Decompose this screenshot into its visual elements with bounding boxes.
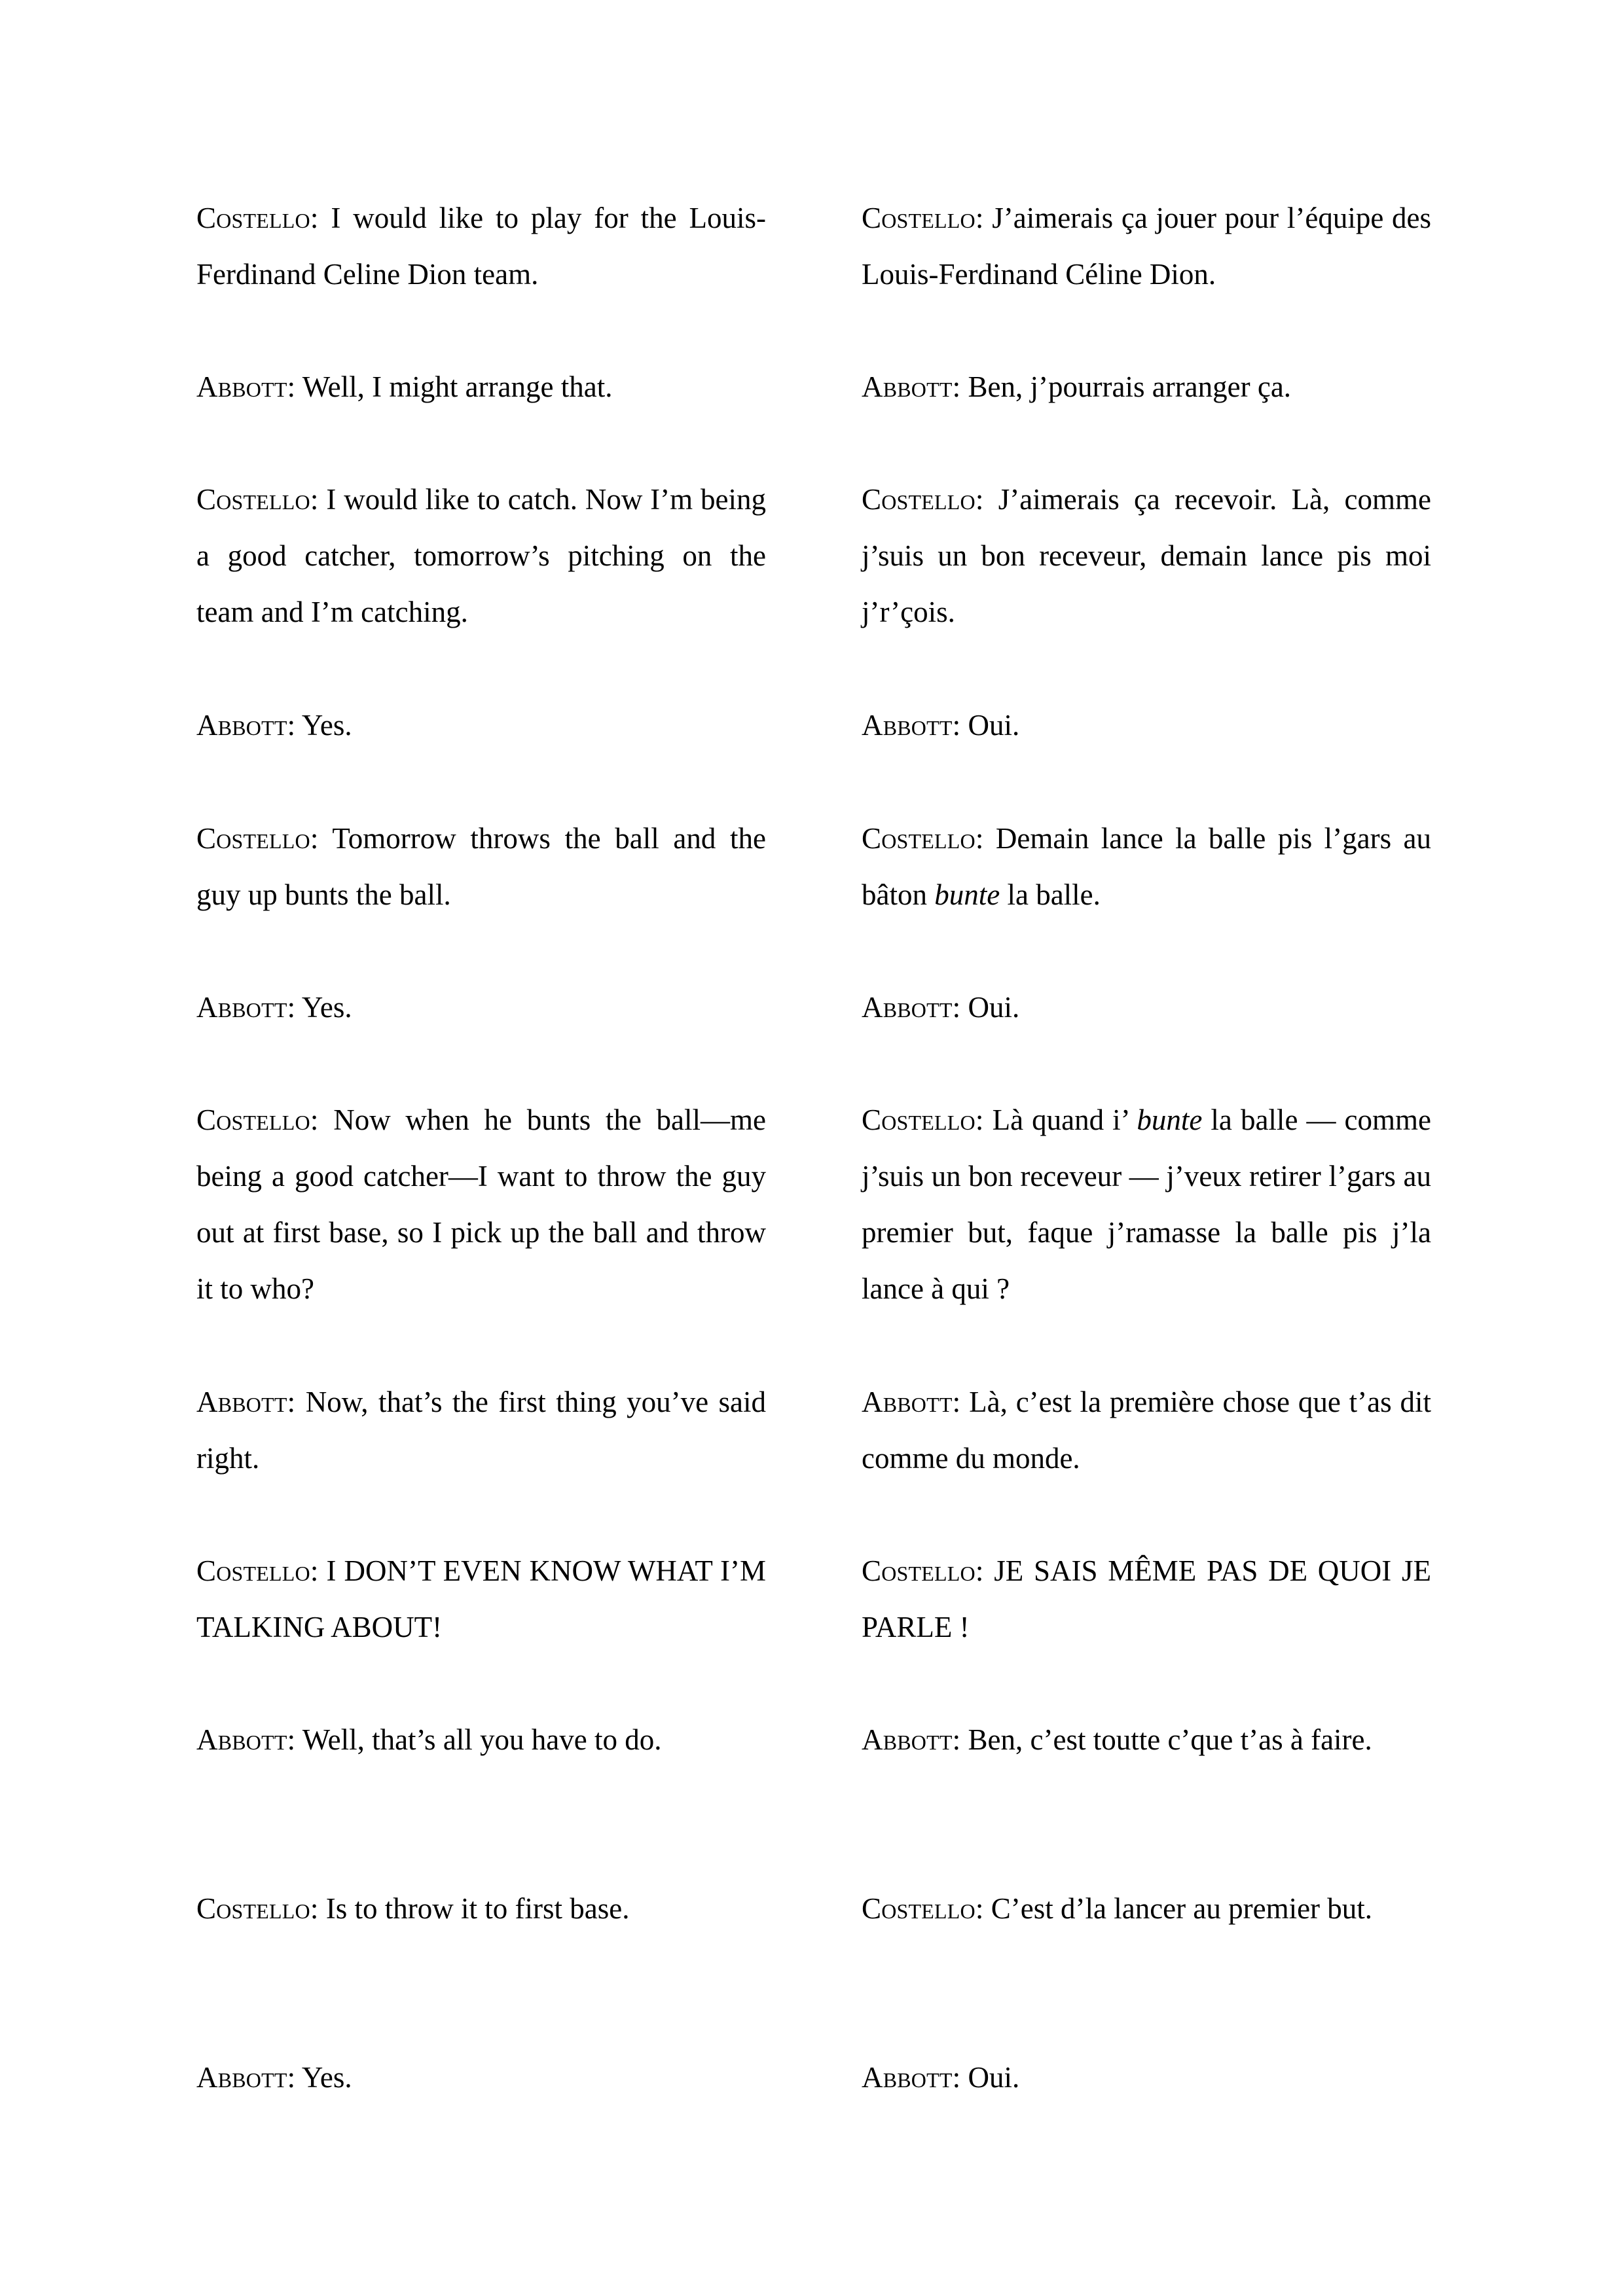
dialogue-line: [196, 1543, 766, 1655]
dialogue-line: [862, 1543, 1431, 1655]
line-text: Yes.: [295, 2061, 352, 2094]
line-text: Oui.: [960, 2061, 1020, 2094]
speaker-name: Abbott:: [196, 1386, 296, 1418]
dialogue-line: [196, 359, 766, 415]
dialogue-line: [862, 471, 1431, 640]
speaker-name: Abbott:: [196, 370, 296, 403]
speaker-name: Abbott:: [862, 2061, 961, 2094]
speaker-name: Abbott:: [862, 370, 961, 403]
line-text: Now, that’s the first thing you’ve said right.: [196, 1386, 766, 1475]
dialogue-line: [862, 359, 1431, 415]
dialogue-line: [196, 2049, 766, 2106]
line-text: Ben, j’pourrais arranger ça.: [960, 370, 1292, 403]
line-text-part: la balle.: [1000, 878, 1101, 911]
speaker-name: Abbott:: [862, 709, 961, 742]
line-text: JE SAIS MÊME PAS DE QUOI JE PARLE !: [862, 1554, 1431, 1643]
emphasized-word: bunte: [934, 878, 1000, 911]
line-text: Well, I might arrange that.: [295, 370, 613, 403]
speaker-name: Costello:: [862, 1103, 984, 1136]
line-text: Oui.: [960, 709, 1020, 742]
speaker-name: Abbott:: [196, 709, 296, 742]
dialogue-line: [196, 471, 766, 640]
emphasized-word: bunte: [1137, 1103, 1203, 1136]
line-text: J’aimerais ça recevoir. Là, comme j’suis un bon receveur, demain lance pis moi j’r’çois.: [862, 483, 1431, 628]
speaker-name: Costello:: [196, 822, 319, 855]
line-text: I DON’T EVEN KNOW WHAT I’M TALKING ABOUT!: [196, 1554, 766, 1643]
speaker-name: Abbott:: [862, 1723, 961, 1756]
speaker-name: Abbott:: [196, 1723, 296, 1756]
line-text: I would like to catch. Now I’m being a good catcher, tomorrow’s pitching on the team and I’m catching.: [196, 483, 766, 628]
dialogue-line: [196, 1092, 766, 1317]
line-text: Là, c’est la première chose que t’as dit comme du monde.: [862, 1386, 1431, 1475]
line-text: Tomorrow throws the ball and the guy up bunts the ball.: [196, 822, 766, 911]
line-text: Ben, c’est toutte c’que t’as à faire.: [960, 1723, 1372, 1756]
dialogue-line: [196, 979, 766, 1035]
speaker-name: Costello:: [862, 1892, 984, 1925]
line-text: I would like to play for the Louis-Ferdinand Celine Dion team.: [196, 202, 766, 291]
line-text: Oui.: [960, 991, 1020, 1024]
dialogue-line: [862, 697, 1431, 753]
line-text: Yes.: [295, 709, 352, 742]
speaker-name: Costello:: [196, 1892, 319, 1925]
speaker-name: Abbott:: [196, 2061, 296, 2094]
speaker-name: Costello:: [862, 202, 984, 234]
line-text-part: Demain lance la balle pis l’gars au bâton: [862, 822, 1431, 911]
speaker-name: Costello:: [862, 822, 984, 855]
dialogue-line: [196, 1712, 766, 1768]
line-text: J’aimerais ça jouer pour l’équipe des Louis-Ferdinand Céline Dion.: [862, 202, 1431, 291]
speaker-name: Costello:: [196, 1554, 319, 1587]
dialogue-line: [196, 190, 766, 302]
line-text-part: Là quand i’: [983, 1103, 1137, 1136]
dialogue-line: [196, 1880, 766, 1937]
dialogue-line: [862, 979, 1431, 1035]
line-text: C’est d’la lancer au premier but.: [983, 1892, 1373, 1925]
line-text: Yes.: [295, 991, 352, 1024]
speaker-name: Abbott:: [862, 1386, 961, 1418]
speaker-name: Costello:: [196, 202, 319, 234]
line-text-part: la balle — comme j’suis un bon receveur — j’veux retirer l’gars au premier but, faque j’ramasse la balle pis j’la lance à qui ?: [862, 1103, 1431, 1305]
line-text: Now when he bunts the ball—me being a good catcher—I want to throw the guy out at first base, so I pick up the ball and throw it to who?: [196, 1103, 766, 1305]
dialogue-line: [862, 190, 1431, 302]
dialogue-line: [862, 2049, 1431, 2106]
speaker-name: Abbott:: [862, 991, 961, 1024]
speaker-name: Costello:: [862, 483, 984, 516]
speaker-name: Costello:: [196, 483, 319, 516]
line-text: Well, that’s all you have to do.: [295, 1723, 662, 1756]
speaker-name: Costello:: [196, 1103, 319, 1136]
speaker-name: Abbott:: [196, 991, 296, 1024]
dialogue-line: [862, 1374, 1431, 1486]
dialogue-line: [862, 810, 1431, 923]
dialogue-line: [196, 697, 766, 753]
speaker-name: Costello:: [862, 1554, 984, 1587]
line-text: Is to throw it to first base.: [318, 1892, 630, 1925]
dialogue-line: [862, 1880, 1431, 1937]
dialogue-line: [196, 1374, 766, 1486]
dialogue-line: [862, 1712, 1431, 1768]
dialogue-line: [196, 810, 766, 923]
dialogue-line: [862, 1092, 1431, 1317]
